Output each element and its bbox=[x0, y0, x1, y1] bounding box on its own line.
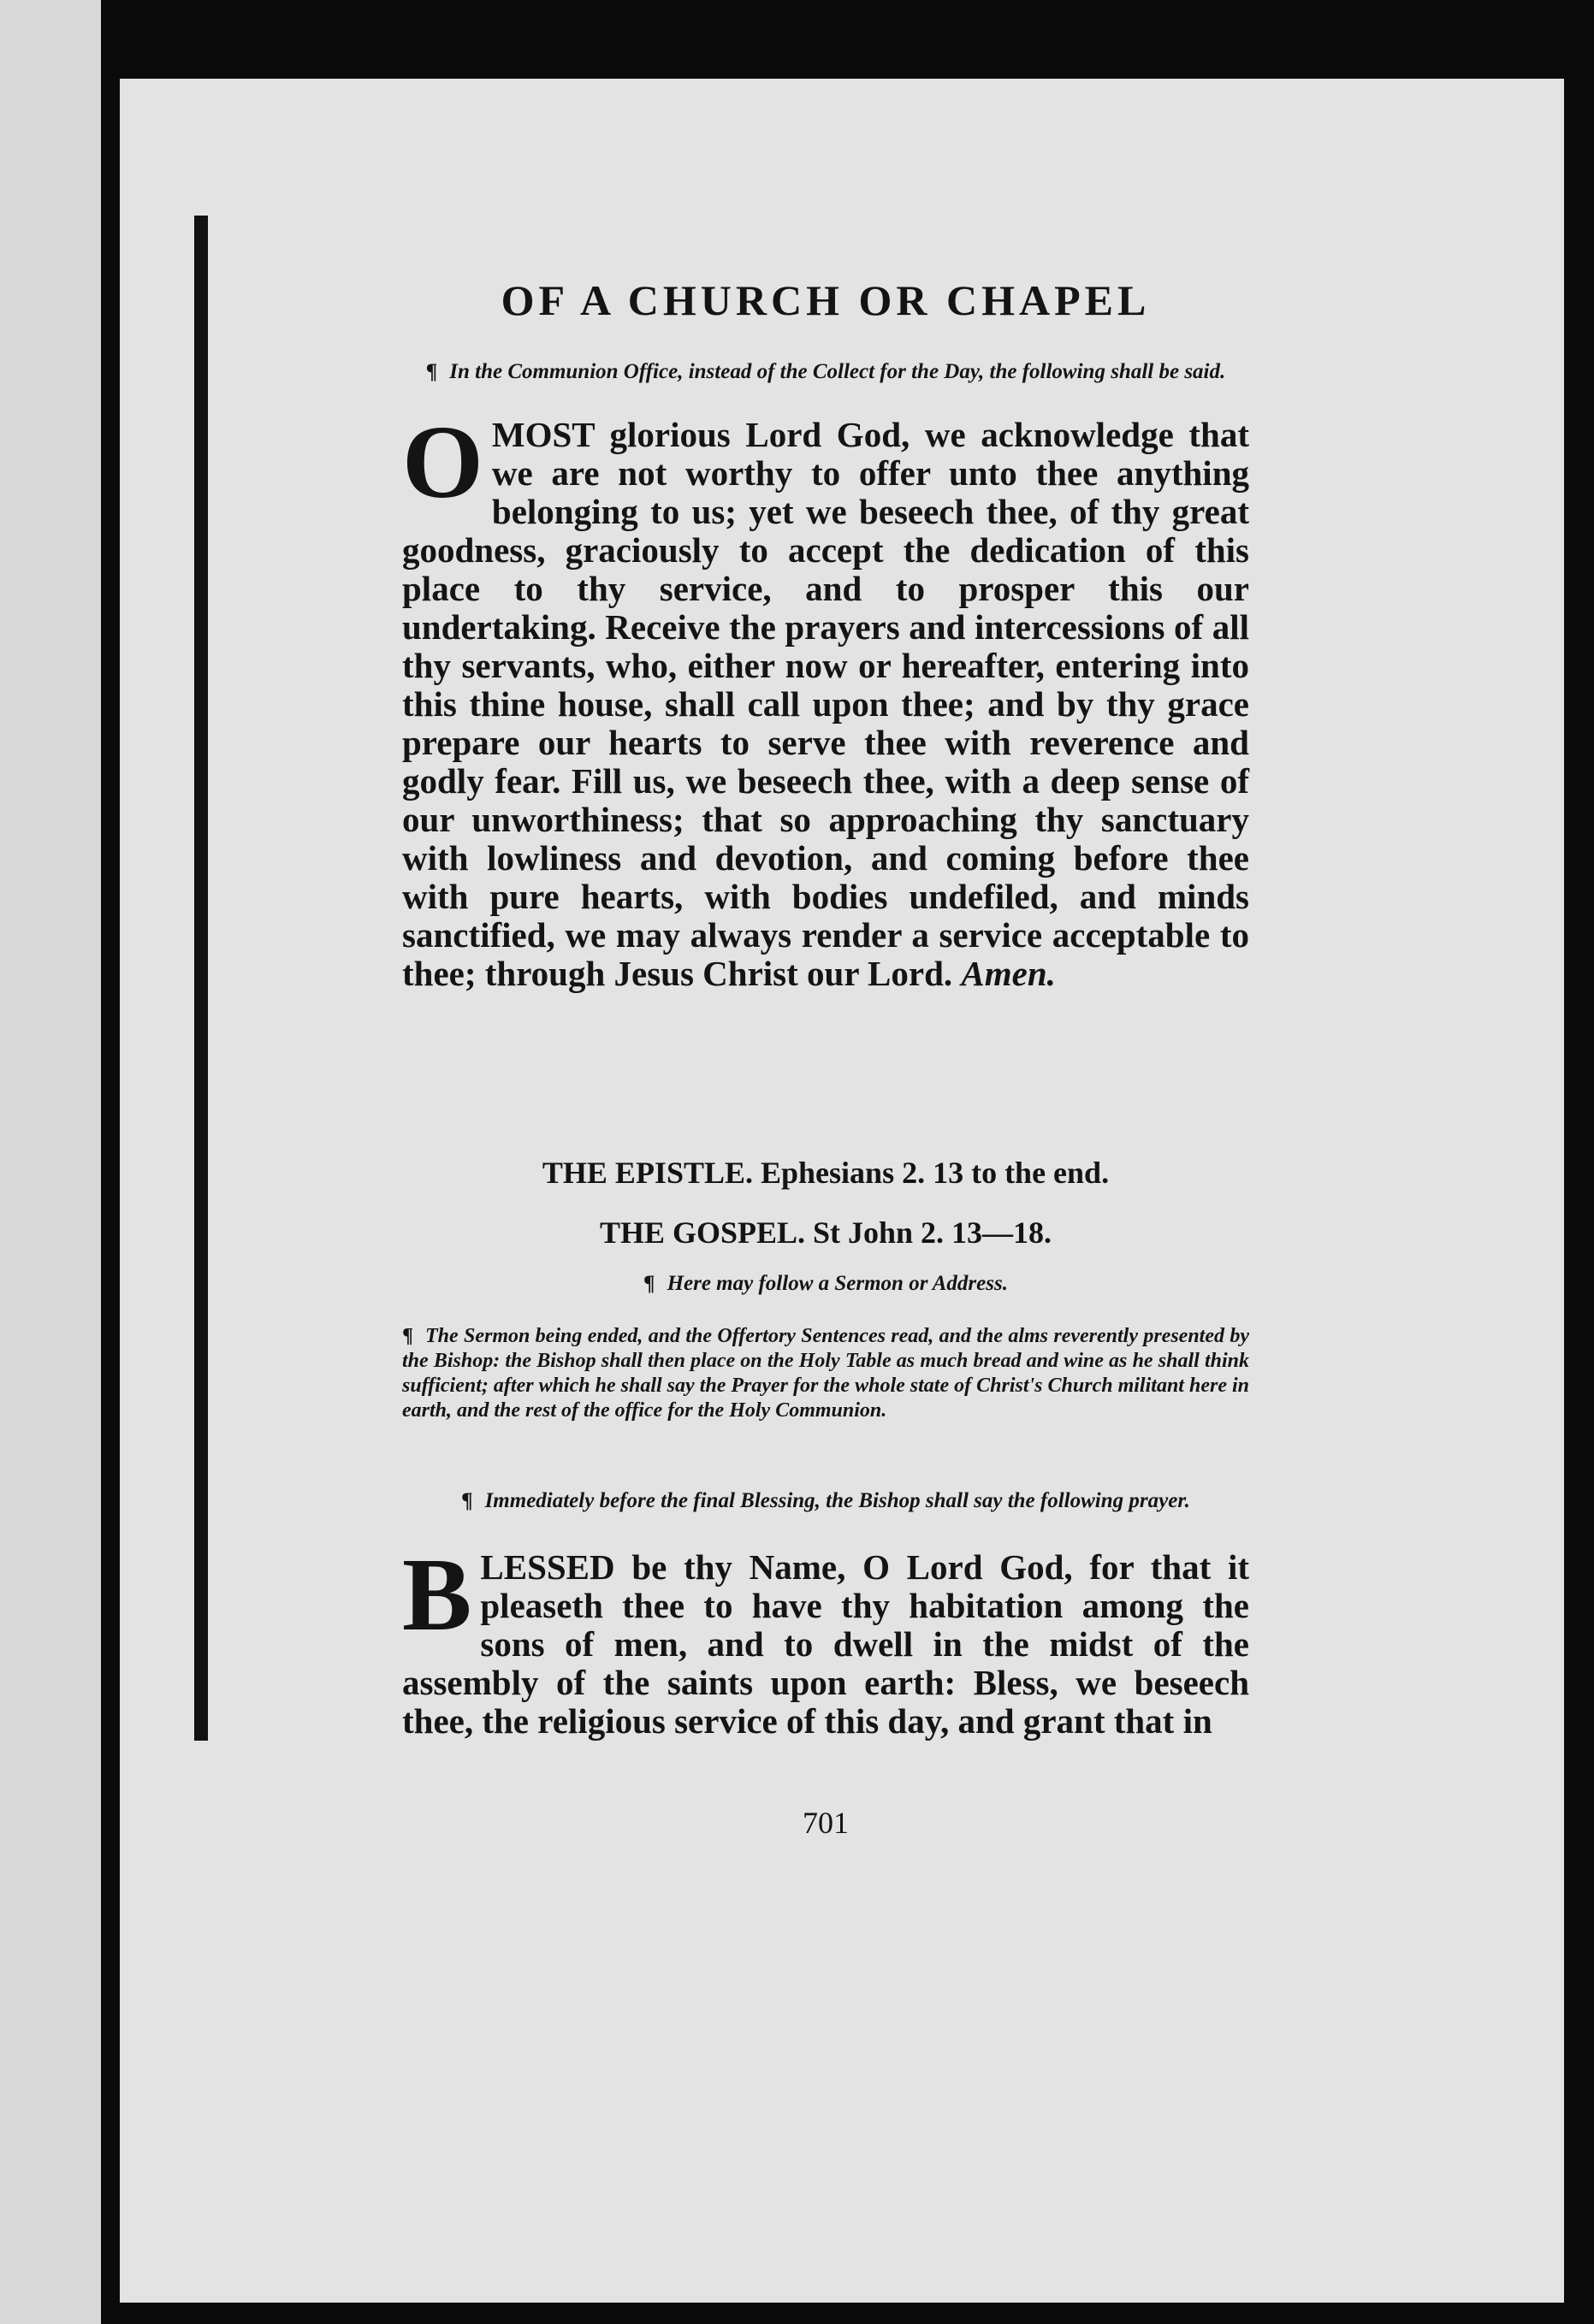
rubric-sermon bbox=[402, 1271, 1249, 1297]
rubric-blessing bbox=[402, 1488, 1249, 1514]
blessing-prayer bbox=[402, 1537, 1249, 1741]
rubric-collect-text: In the Communion Office, instead of the Collect for the Day, the following shall be said. bbox=[449, 360, 1226, 383]
rubric-collect bbox=[402, 359, 1249, 385]
epistle-reference: THE EPISTLE. Ephesians 2. 13 to the end. bbox=[542, 1156, 1110, 1190]
dedication-prayer bbox=[402, 405, 1249, 993]
amen: Amen. bbox=[961, 954, 1056, 993]
facing-page-edge bbox=[0, 0, 101, 2324]
rubric-offertory bbox=[402, 1324, 1249, 1423]
drop-cap-b: B bbox=[402, 1537, 472, 1653]
rubric-blessing-text: Immediately before the final Blessing, the Bishop shall say the following prayer. bbox=[484, 1489, 1190, 1512]
prayer-first-word: LESSED bbox=[480, 1547, 615, 1587]
prayer-first-word: MOST bbox=[491, 415, 595, 454]
gospel-reference: THE GOSPEL. St John 2. 13—18. bbox=[599, 1215, 1052, 1250]
pilcrow-icon: ¶ bbox=[402, 1325, 413, 1347]
page-number: 701 bbox=[803, 1806, 849, 1840]
prayer-body: glorious Lord God, we acknowledge that we are not worthy to offer unto thee anything belonging to us; yet we beseech thee, of thy great goodness, graciously to accept the dedication of this place to thy service, and to prosper this our undertaking. Receive the prayers and intercessions of all thy servants, who, either now or hereafter, entering into this thine house, shall call upon thee; and by thy grace prepare our hearts to serve thee with reverence and godly fear. Fill us, we beseech thee, with a deep sense of our unworthiness; that so approaching thy sanctuary with lowliness and devotion, and coming before thee with pure hearts, with bodies undefiled, and minds sanctified, we may always render a service acceptable to thee; through Jesus Christ our Lord. bbox=[402, 415, 1249, 993]
pilcrow-icon: ¶ bbox=[461, 1489, 473, 1512]
rubric-sermon-text: Here may follow a Sermon or Address. bbox=[667, 1272, 1008, 1295]
pilcrow-icon: ¶ bbox=[425, 360, 438, 383]
page bbox=[120, 79, 1564, 2303]
page-heading: OF A CHURCH OR CHAPEL bbox=[501, 276, 1151, 324]
drop-cap-o: O bbox=[402, 405, 483, 520]
pilcrow-icon: ¶ bbox=[643, 1272, 655, 1295]
rubric-offertory-text: The Sermon being ended, and the Offertory Sentences read, and the alms reverently presented by the Bishop: the Bishop shall then place on the Holy Table as much bread and wine as he shall think sufficient; after which he shall say the Prayer for the whole state of Christ's Church militant here in earth, and the rest of the office for the Holy Communion. bbox=[402, 1325, 1249, 1422]
prayer-body: be thy Name, O Lord God, for that it pleaseth thee to have thy habitation among the sons of men, and to dwell in the midst of the assembly of the saints upon earth: Bless, we beseech thee, the religious service of this day, and grant that in bbox=[402, 1547, 1249, 1741]
margin-rule bbox=[194, 216, 208, 1741]
